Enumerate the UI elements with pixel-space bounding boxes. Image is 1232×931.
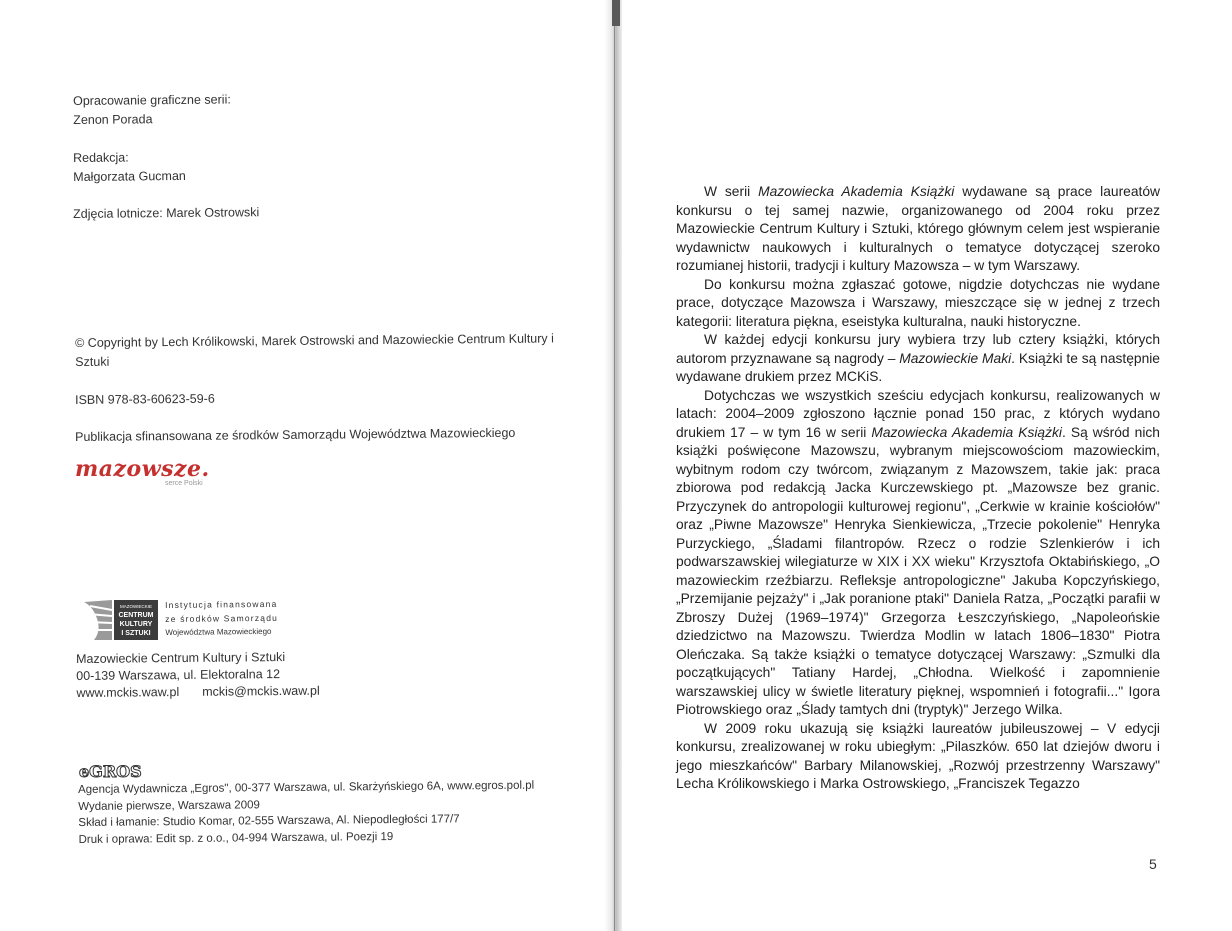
photos-credit [73, 203, 259, 224]
imprint-line-2: Wydanie pierwsze, Warszawa 2009 [78, 798, 260, 813]
design-name: Zenon Porada [73, 112, 153, 127]
editing-credit [73, 148, 186, 187]
paragraph-4-b: . Są wśród nich książki poświęcone Mazowszu, wybranym miejscowościom mazowieckim, wybitnym rodom czy twórcom, związanym z Mazowszem, takie jak: praca zbiorowa pod redakcją Jacka Kurczewskiego pt. „Mazowsze bez granic. Przyczynek do antropologii kulturowej regionu", „Cerkwie w krainie kościołów" oraz „Piwne Mazowsze" Henryka Sienkiewicza, „Trzecie pokolenie" Henryka Purzyckiego, „Śladami filantropów. Rzecz o rodzie Szlenkierów i ich podwarszawskiej wilegiaturze w XIX i XX wieku" Krzysztofa Oktabińskiego, „O mazowieckim rzeźbiarzu. Refleksje antropologiczne" Jakuba Kopczyńskiego, „Przemijanie pejzaży" i „Jak poranione ptaki" Daniela Ratza, „Początki parafii w Zbroszy Dużej (1969–1974)" Grzegorza Łeszczyńskiego, „Napoleońskie dziedzictwo na Mazowszu. Twierdza Modlin w latach 1806–1830" Piotra Oleńczaka. Są także książki o tematyce dotyczącej Warszawy: „Szmulki dla początkujących" Tatiany Hardej, „Chłodna. Wielkość i zapomnienie warszawskiej ulicy w świetle literatury pięknej, wspomnień i fotografii..." Igora Piotrowskiego oraz „Ślady tamtych dni (tryptyk)" Jerzego Wilka. [676, 424, 1160, 717]
page-number: 5 [1149, 856, 1157, 872]
mazowsze-logo [75, 456, 210, 487]
address-name: Mazowieckie Centrum Kultury i Sztuki [76, 649, 286, 666]
series-design-credit [73, 90, 231, 130]
paragraph-3-a: W każdej edycji konkursu jury wybiera trzy lub cztery książki, których autorom przyznawane są nagrody – [676, 332, 1160, 366]
institution-line-1: Instytucja finansowana [165, 598, 278, 610]
mckis-logo-line-3: KULTURY [119, 621, 153, 628]
egros-logo-text: eGROS [79, 762, 142, 781]
paragraph-4-a: Dotychczas we wszystkich sześciu edycjach konkursu, realizowanych w latach: 2004–2009 zgłoszono łącznie ponad 150 prac, z których wydano drukiem 17 – w tym 16 w serii [676, 387, 1160, 440]
imprint-line-1: Agencja Wydawnicza „Egros", 00-377 Warszawa, ul. Skarżyńskiego 6A, www.egros.pol.pl [78, 779, 535, 796]
paragraph-3-b: . Książki te są następnie wydawane drukiem przez MCKiS. [676, 350, 1160, 384]
mckis-logo [82, 596, 162, 642]
funding-note: Publikacja sfinansowana ze środków Samorządu Województwa Mazowieckiego [75, 425, 516, 444]
paragraph-1 [676, 183, 1160, 276]
left-page [0, 0, 610, 931]
address-email-link[interactable]: mckis@mckis.waw.pl [202, 683, 320, 699]
design-label: Opracowanie graficzne serii: [73, 92, 231, 108]
award-name: Mazowieckie Maki [899, 350, 1012, 366]
paragraph-1-a: W serii [704, 184, 759, 199]
photos-text: Zdjęcia lotnicze: Marek Ostrowski [73, 205, 260, 221]
paragraph-1-b: wydawane są prace laureatów konkursu o tej samej nazwie, organizowanego od 2004 roku przez Mazowieckie Centrum Kultury i Sztuki, którego głównym celem jest wspieranie wydawnictw naukowych i kulturalnych o tematyce dotyczącej szeroko rozumianej historii, tradycji i kultury Mazowsza – w tym Warszawy. [676, 184, 1160, 273]
page-edge-mark [612, 0, 620, 26]
mckis-logo-line-2: CENTRUM [118, 612, 154, 619]
series-title-2: Mazowiecka Akademia Książki [871, 424, 1062, 440]
mazowsze-logo-tagline: serce Polski [165, 480, 203, 487]
isbn: ISBN 978-83-60623-59-6 [75, 391, 215, 407]
copyright-notice: © Copyright by Lech Królikowski, Marek Ostrowski and Mazowieckie Centrum Kultury i Sztuki [75, 331, 554, 369]
imprint-line-4: Druk i oprawa: Edit sp. z o.o., 04-994 Warszawa, ul. Poezji 19 [78, 830, 394, 846]
imprint-line-3: Skład i łamanie: Studio Komar, 02-555 Warszawa, Al. Niepodległości 177/7 [78, 813, 460, 829]
address-street: 00-139 Warszawa, ul. Elektoralna 12 [76, 667, 281, 683]
paragraph-3 [676, 331, 1160, 387]
main-body-text [676, 183, 1160, 794]
publisher-address [76, 649, 320, 702]
paragraph-4 [676, 387, 1160, 720]
mckis-logo-line-1: MAZOWIECKIE [119, 604, 153, 609]
editing-label: Redakcja: [73, 150, 129, 165]
institution-line-2: ze środków Samorządu [165, 612, 279, 624]
paragraph-5: W 2009 roku ukazują się książki laureatów jubileuszowej – V edycji konkursu, zrealizowanej w roku ubiegłym: „Pilaszków. 650 lat dziejów dworu i jego mieszkańców" Barbary Milanowskiej, „Rozwój przestrzenny Warszawy" Lecha Królikowskiego i Marka Ostrowskiego, „Franciszek Tegazzo [676, 720, 1160, 791]
institution-note [165, 597, 278, 640]
gutter-fold-line [614, 0, 615, 931]
paragraph-2: Do konkursu można zgłaszać gotowe, nigdzie dotychczas nie wydane prace, dotyczące Mazowsza i Warszawy, mieszczące się w jednej z trzech kategorii: literatura piękna, eseistyka kulturalna, nauki historyczne. [676, 276, 1160, 329]
mckis-logo-hand [84, 600, 112, 640]
address-web-link[interactable]: www.mckis.waw.pl [76, 685, 180, 700]
series-title: Mazowiecka Akademia Książki [758, 184, 955, 199]
mazowsze-logo-word: mazowsze. [75, 456, 210, 482]
egros-logo [78, 760, 142, 782]
institution-line-3: Województwa Mazowieckiego [165, 626, 272, 637]
imprint [78, 778, 535, 848]
mckis-logo-line-4: I SZTUKI [121, 630, 151, 637]
editing-name: Małgorzata Gucman [73, 168, 186, 184]
